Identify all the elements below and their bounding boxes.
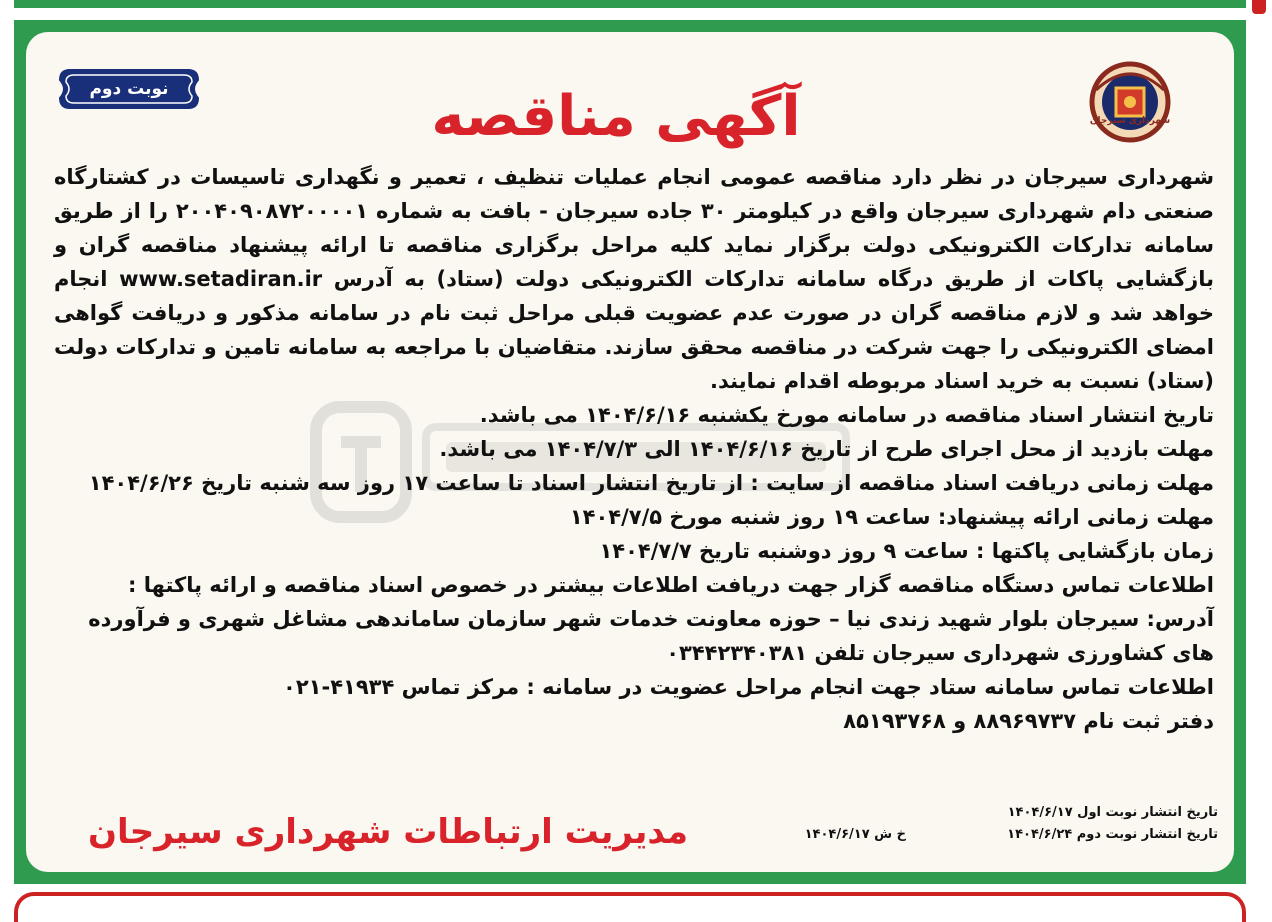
- contact-heading-line: اطلاعات تماس دستگاه مناقصه گزار جهت دریافت اطلاعات بیشتر در خصوص اسناد مناقصه و ارائه پاکتها :: [127, 573, 1214, 597]
- second-run-badge: [58, 68, 200, 110]
- proposal-deadline-line: مهلت زمانی ارائه پیشنهاد: ساعت ۱۹ روز شنبه مورخ ۱۴۰۴/۷/۵: [569, 505, 1214, 529]
- logo-caption: شهرداری سیرجان: [1089, 116, 1171, 126]
- adjacent-ad-edge: [1252, 0, 1266, 14]
- page-title: آگهی مناقصه: [431, 84, 801, 149]
- address-line: آدرس: سیرجان بلوار شهید زندی نیا – حوزه معاونت خدمات شهر سازمان ساماندهی مشاغل شهری و فرآورده های کشاورزی شهرداری سیرجان تلفن ۰۳۴۴۲۳۴۰۳۸۱: [88, 607, 1214, 665]
- publish-first-date: تاریخ انتشار نوبت اول ۱۴۰۴/۶/۱۷: [1007, 805, 1218, 820]
- ad-frame: [14, 20, 1246, 884]
- next-ad-edge: [14, 892, 1246, 922]
- notice-body: [54, 160, 1214, 738]
- visit-deadline-line: مهلت بازدید از محل اجرای طرح از تاریخ ۱۴۰۴/۶/۱۶ الی ۱۴۰۴/۷/۳ می باشد.: [439, 437, 1214, 461]
- setad-contact-line: اطلاعات تماس سامانه ستاد جهت انجام مراحل عضویت در سامانه : مرکز تماس ۴۱۹۳۴-۰۲۱: [283, 675, 1214, 699]
- municipality-seal-icon: [1082, 60, 1178, 160]
- reference-code: خ ش ۱۴۰۴/۶/۱۷: [804, 827, 906, 842]
- intro-paragraph: شهرداری سیرجان در نظر دارد مناقصه عمومی انجام عملیات تنظیف ، تعمیر و نگهداری تاسیسات در کشتارگاه صنعتی دام شهرداری سیرجان واقع در کیلومتر ۳۰ جاده سیرجان - بافت به شماره ۲۰۰۴۰۹۰۸۷۲۰۰۰۰۱ را از طریق سامانه تدارکات الکترونیکی دولت برگزار نماید کلیه مراحل برگزاری مناقصه تا ارائه پیشنهاد مناقصه گران و بازگشایی پاکات از طریق درگاه سامانه تدارکات الکترونیکی دولت (ستاد) به آدرس www.setadiran.ir انجام خواهد شد و لازم مناقصه گران در صورت عدم عضویت قبلی مراحل ثبت نام در سامانه مذکور و دریافت گواهی امضای الکترونیکی را جهت شرکت در مناقصه محقق سازند. متقاضیان با مراجعه به سامانه تامین و تدارکات دولت (ستاد) نسبت به خرید اسناد مربوطه اقدام نمایند.: [54, 165, 1215, 393]
- signature: مدیریت ارتباطات شهرداری سیرجان: [87, 812, 689, 852]
- publish-date-line: تاریخ انتشار اسناد مناقصه در سامانه مورخ یکشنبه ۱۴۰۴/۶/۱۶ می باشد.: [479, 403, 1214, 427]
- ad-paper: [26, 32, 1234, 872]
- opening-time-line: زمان بازگشایی پاکتها : ساعت ۹ روز دوشنبه تاریخ ۱۴۰۴/۷/۷: [599, 539, 1214, 563]
- publish-second-date: تاریخ انتشار نوبت دوم ۱۴۰۴/۶/۲۴: [1007, 827, 1218, 842]
- document-deadline-line: مهلت زمانی دریافت اسناد مناقصه از سایت : از تاریخ انتشار اسناد تا ساعت ۱۷ روز سه شنبه تاریخ ۱۴۰۴/۶/۲۶: [88, 471, 1214, 495]
- top-band: [14, 0, 1246, 8]
- badge-label: نوبت دوم: [89, 79, 169, 99]
- registration-office-line: دفتر ثبت نام ۸۸۹۶۹۷۳۷ و ۸۵۱۹۳۷۶۸: [843, 709, 1214, 733]
